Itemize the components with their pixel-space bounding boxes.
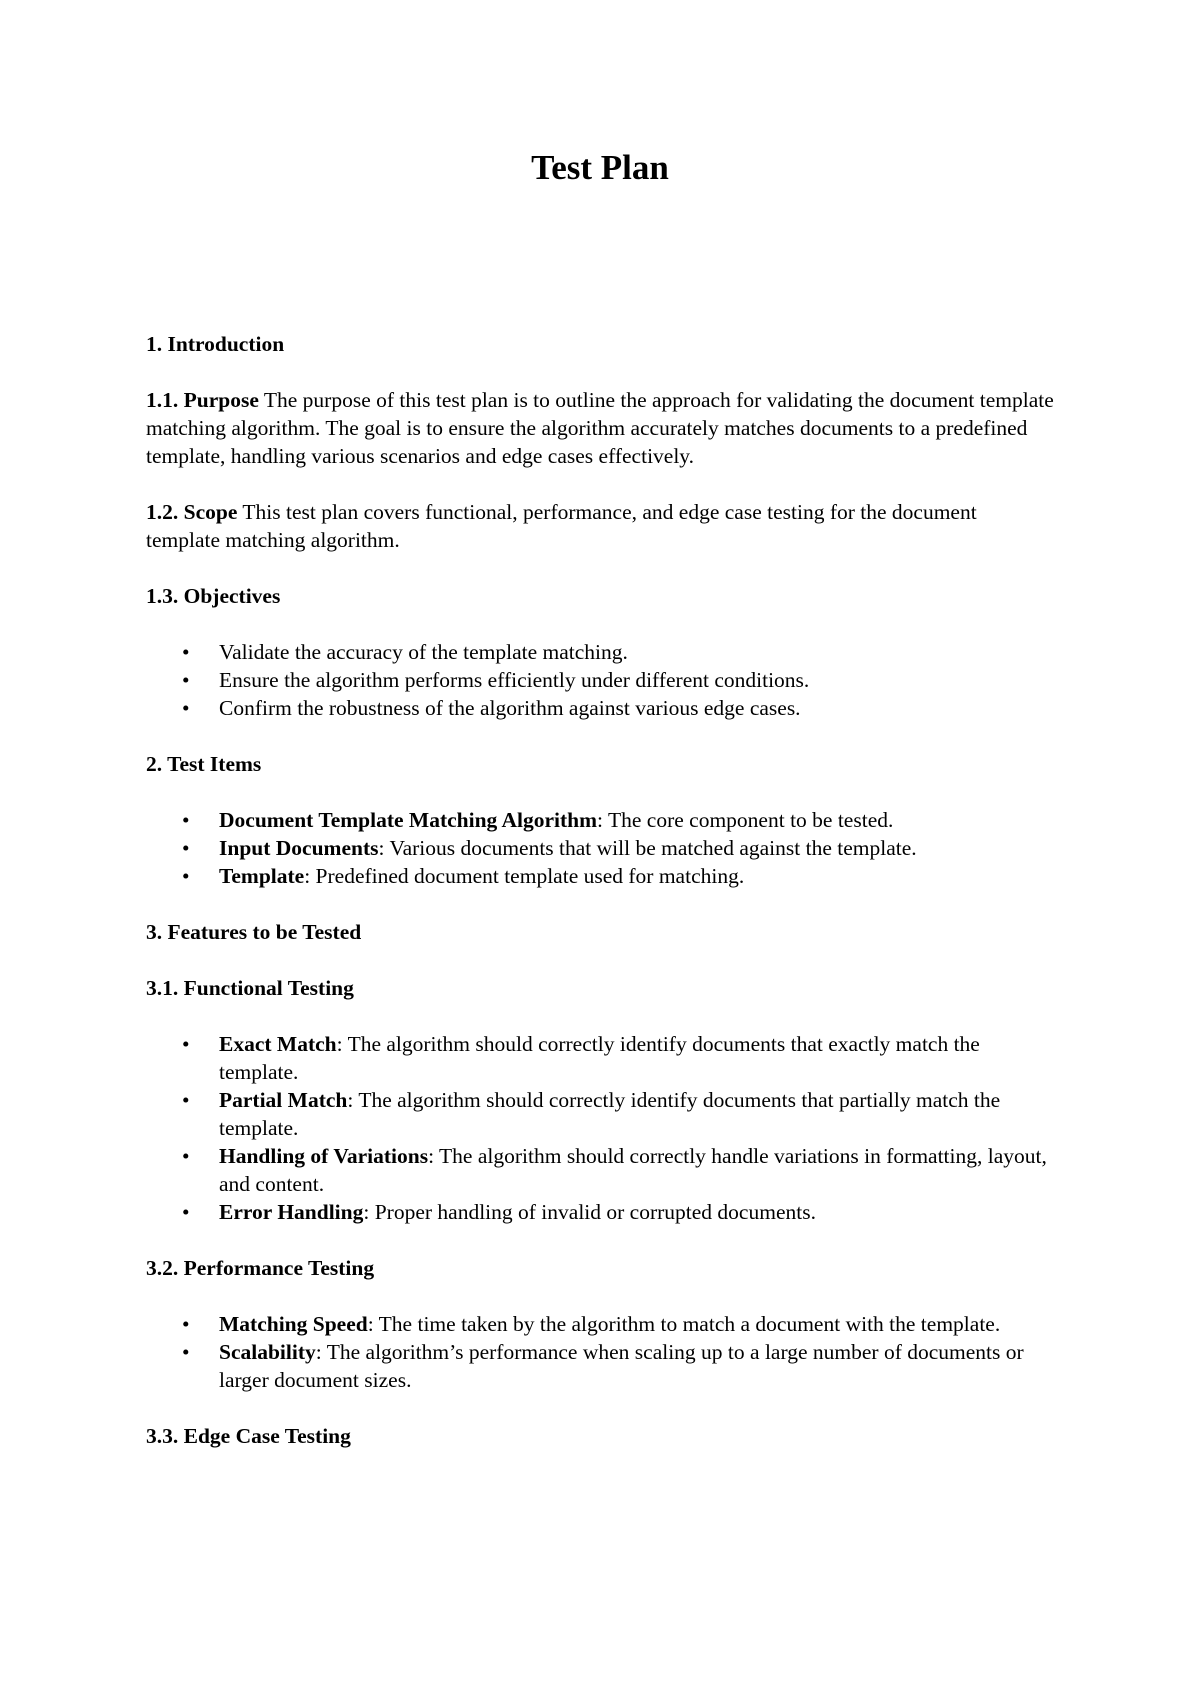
section-heading-performance: 3.2. Performance Testing [146,1256,375,1280]
bullet-icon: • [182,640,190,664]
list-item: • Document Template Matching Algorithm: The core component to be tested. [182,808,894,832]
section-heading-test-items: 2. Test Items [146,752,262,776]
section-heading-features: 3. Features to be Tested [146,920,362,944]
list-item: • Partial Match: The algorithm should correctly identify documents that partially match the template. [182,1088,1001,1140]
bullet-icon: • [182,696,190,720]
bullet-icon: • [182,1088,190,1112]
performance-list [146,1310,1056,1394]
bullet-icon: • [182,668,190,692]
section-heading-introduction: 1. Introduction [146,332,285,356]
list-item: • Confirm the robustness of the algorithm against various edge cases. [182,696,801,720]
list-item: • Scalability: The algorithm’s performance when scaling up to a large number of documents or larger document sizes. [182,1340,1024,1392]
list-item: • Matching Speed: The time taken by the algorithm to match a document with the template. [182,1312,1001,1336]
list-item: • Template: Predefined document template used for matching. [182,864,745,888]
purpose-paragraph [146,386,1056,470]
purpose-text: The purpose of this test plan is to outline the approach for validating the document template matching algorithm. The goal is to ensure the algorithm accurately matches documents to a predefined template, handling various scenarios and edge cases effectively. [146,388,1054,468]
list-item: • Ensure the algorithm performs efficiently under different conditions. [182,668,810,692]
section-heading-edge-case: 3.3. Edge Case Testing [146,1424,351,1448]
scope-paragraph [146,498,1056,554]
list-item: • Handling of Variations: The algorithm should correctly handle variations in formatting, layout, and content. [182,1144,1047,1196]
functional-list [146,1030,1056,1226]
bullet-icon: • [182,1200,190,1224]
scope-text: This test plan covers functional, performance, and edge case testing for the document template matching algorithm. [146,500,977,552]
bullet-icon: • [182,1312,190,1336]
scope-label: 1.2. Scope [146,500,238,524]
document-title: Test Plan [531,148,669,187]
bullet-icon: • [182,836,190,860]
objectives-list [146,638,1056,722]
list-item: • Validate the accuracy of the template matching. [182,640,628,664]
list-item: • Input Documents: Various documents that will be matched against the template. [182,836,917,860]
section-heading-objectives: 1.3. Objectives [146,584,281,608]
test-items-list [146,806,1056,890]
section-heading-functional: 3.1. Functional Testing [146,976,354,1000]
bullet-icon: • [182,1144,190,1168]
document-body [146,330,1056,1450]
bullet-icon: • [182,808,190,832]
bullet-icon: • [182,864,190,888]
list-item: • Error Handling: Proper handling of invalid or corrupted documents. [182,1200,816,1224]
list-item: • Exact Match: The algorithm should correctly identify documents that exactly match the template. [182,1032,980,1084]
bullet-icon: • [182,1032,190,1056]
purpose-label: 1.1. Purpose [146,388,259,412]
bullet-icon: • [182,1340,190,1364]
